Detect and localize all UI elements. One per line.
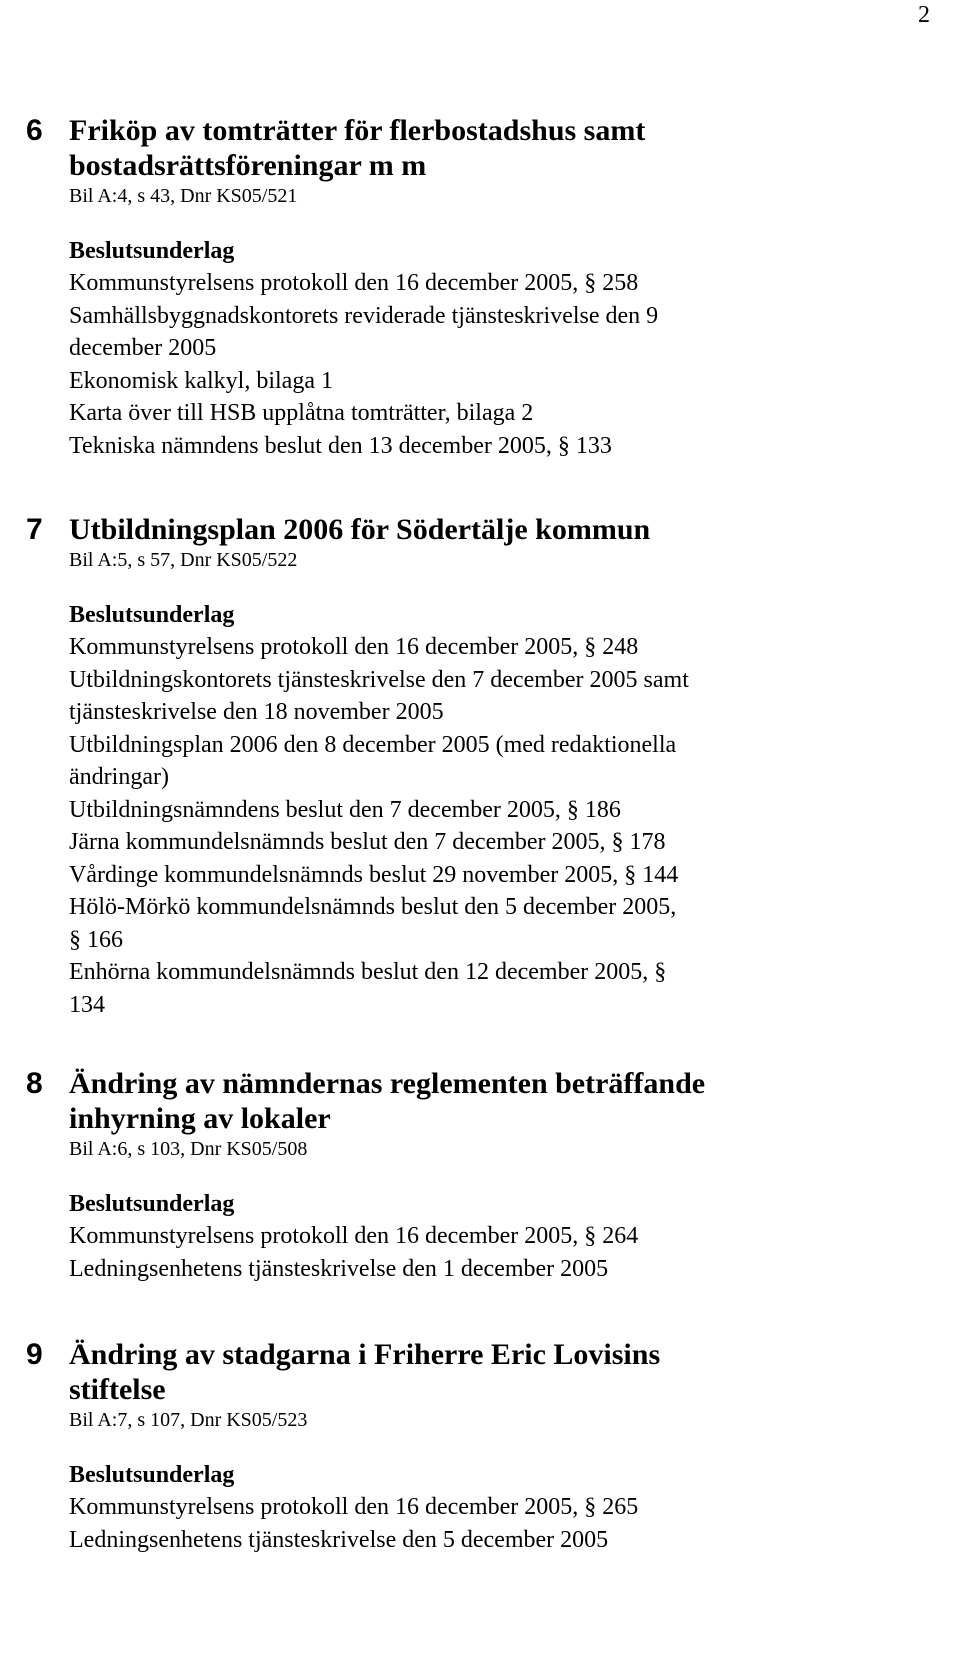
item-title-line: inhyrning av lokaler — [69, 1102, 331, 1135]
item-number: 6 — [26, 114, 43, 147]
item-number: 8 — [26, 1067, 43, 1100]
item-title — [69, 512, 899, 547]
item-number: 9 — [26, 1338, 43, 1371]
item-reference: Bil A:5, s 57, Dnr KS05/522 — [69, 549, 298, 571]
list-item: ändringar) — [69, 764, 169, 790]
item-title — [69, 1066, 899, 1136]
list-item: Järna kommundelsnämnds beslut den 7 december 2005, § 178 — [69, 829, 666, 855]
list-item: Ledningsenhetens tjänsteskrivelse den 1 december 2005 — [69, 1255, 609, 1282]
item-title-line: Ändring av nämndernas reglementen beträffande — [69, 1067, 706, 1100]
item-title-line: Utbildningsplan 2006 för Södertälje kommun — [69, 513, 651, 546]
list-item: december 2005 — [69, 335, 217, 361]
item-title-line: bostadsrättsföreningar m m — [69, 149, 427, 182]
item-title-line: stiftelse — [69, 1373, 166, 1406]
decision-basis-list — [69, 1491, 899, 1556]
item-number: 7 — [26, 513, 43, 546]
list-item: Kommunstyrelsens protokoll den 16 december 2005, § 264 — [69, 1223, 639, 1249]
item-title — [69, 1337, 899, 1407]
decision-basis-list — [69, 1220, 899, 1285]
decision-basis-heading: Beslutsunderlag — [69, 1191, 235, 1217]
decision-basis-list — [69, 631, 899, 1021]
agenda-item-9 — [0, 1337, 960, 1556]
list-item: Hölö-Mörkö kommundelsnämnds beslut den 5 december 2005, — [69, 894, 677, 920]
item-reference: Bil A:6, s 103, Dnr KS05/508 — [69, 1138, 308, 1160]
list-item: Ekonomisk kalkyl, bilaga 1 — [69, 367, 333, 394]
list-item: Kommunstyrelsens protokoll den 16 december 2005, § 265 — [69, 1494, 639, 1520]
agenda-item-8 — [0, 1066, 960, 1285]
list-item: Utbildningsnämndens beslut den 7 december 2005, § 186 — [69, 796, 621, 823]
item-reference: Bil A:7, s 107, Dnr KS05/523 — [69, 1409, 308, 1431]
item-title-line: Ändring av stadgarna i Friherre Eric Lovisins — [69, 1338, 661, 1371]
item-title — [69, 113, 899, 183]
page-number: 2 — [918, 2, 930, 28]
decision-basis-heading: Beslutsunderlag — [69, 602, 235, 628]
list-item: § 166 — [69, 926, 123, 953]
list-item: Vårdinge kommundelsnämnds beslut 29 november 2005, § 144 — [69, 861, 679, 888]
item-reference: Bil A:4, s 43, Dnr KS05/521 — [69, 185, 298, 207]
list-item: Enhörna kommundelsnämnds beslut den 12 december 2005, § — [69, 959, 667, 985]
agenda-item-6 — [0, 113, 960, 462]
list-item: Samhällsbyggnadskontorets reviderade tjänsteskrivelse den 9 — [69, 302, 659, 329]
agenda-item-7 — [0, 512, 960, 1021]
list-item: Tekniska nämndens beslut den 13 december 2005, § 133 — [69, 432, 612, 459]
decision-basis-heading: Beslutsunderlag — [69, 1462, 235, 1488]
list-item: Utbildningsplan 2006 den 8 december 2005 (med redaktionella — [69, 731, 677, 758]
list-item: Kommunstyrelsens protokoll den 16 december 2005, § 248 — [69, 634, 639, 660]
list-item: Karta över till HSB upplåtna tomträtter, bilaga 2 — [69, 400, 534, 426]
list-item: 134 — [69, 991, 105, 1018]
item-title-line: Friköp av tomträtter för flerbostadshus samt — [69, 114, 646, 147]
list-item: Utbildningskontorets tjänsteskrivelse den 7 december 2005 samt — [69, 666, 689, 693]
decision-basis-heading: Beslutsunderlag — [69, 238, 235, 264]
list-item: Kommunstyrelsens protokoll den 16 december 2005, § 258 — [69, 270, 639, 296]
list-item: Ledningsenhetens tjänsteskrivelse den 5 december 2005 — [69, 1526, 609, 1553]
decision-basis-list — [69, 267, 899, 462]
list-item: tjänsteskrivelse den 18 november 2005 — [69, 699, 444, 725]
